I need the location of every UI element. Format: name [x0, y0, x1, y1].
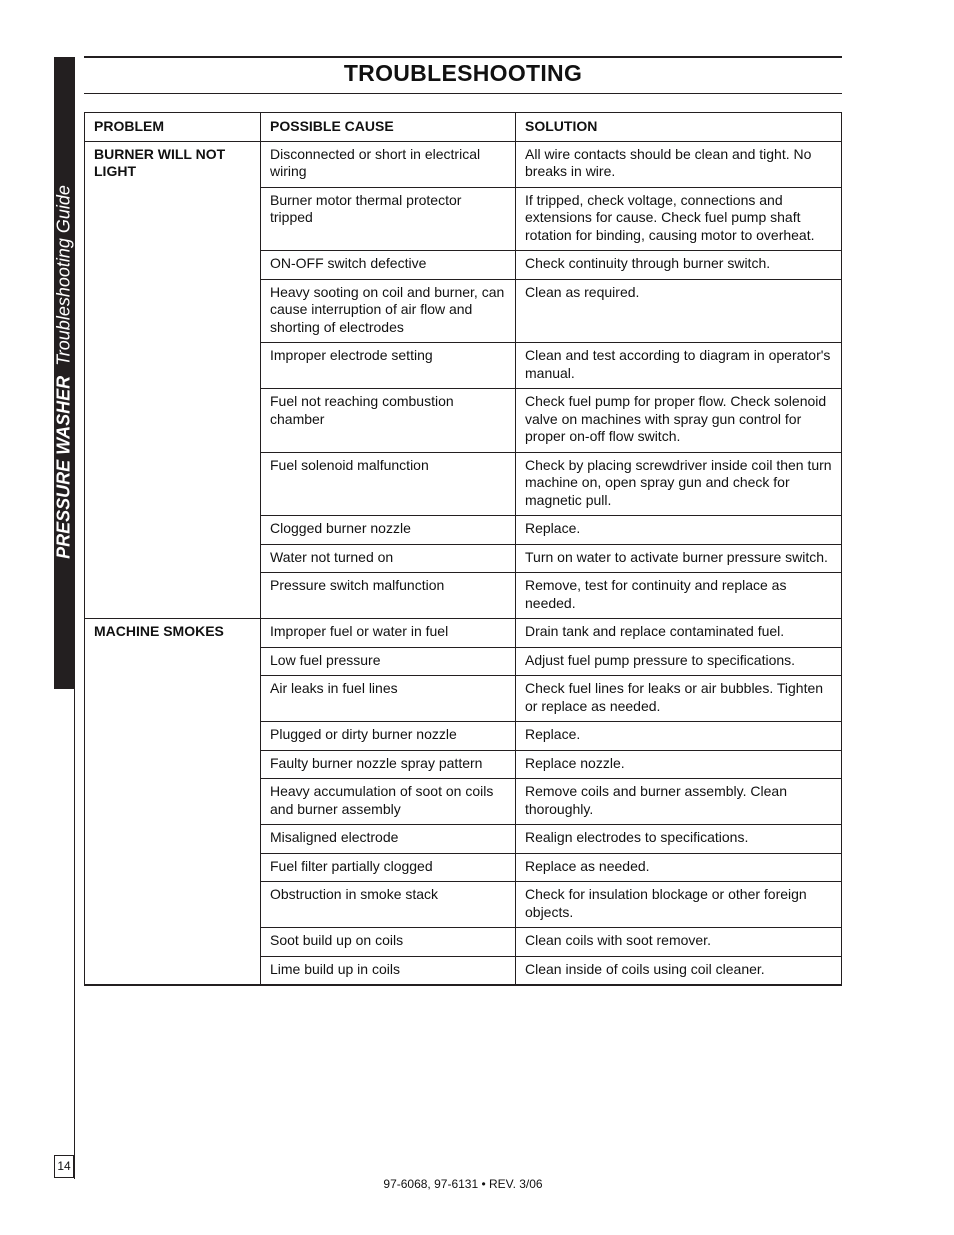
cause-cell: Water not turned on — [261, 544, 516, 573]
table-body — [85, 141, 842, 985]
problem-cell: MACHINE SMOKES — [85, 619, 261, 986]
solution-cell: Check fuel lines for leaks or air bubbles. Tighten or replace as needed. — [516, 676, 842, 722]
solution-cell: Check continuity through burner switch. — [516, 251, 842, 280]
cause-cell: Improper electrode setting — [261, 343, 516, 389]
footer-doc-number: 97-6068, 97-6131 • REV. 3/06 — [383, 1177, 543, 1191]
cause-cell: Plugged or dirty burner nozzle — [261, 722, 516, 751]
solution-cell: Remove, test for continuity and replace as needed. — [516, 573, 842, 619]
solution-cell: Clean inside of coils using coil cleaner. — [516, 956, 842, 985]
cause-cell: Misaligned electrode — [261, 825, 516, 854]
solution-cell: Replace as needed. — [516, 853, 842, 882]
solution-cell: If tripped, check voltage, connections and extensions for cause. Check fuel pump shaft rotation for binding, causing motor to overheat. — [516, 187, 842, 251]
cause-cell: Burner motor thermal protector tripped — [261, 187, 516, 251]
cause-cell: Heavy accumulation of soot on coils and burner assembly — [261, 779, 516, 825]
solution-cell: Turn on water to activate burner pressure switch. — [516, 544, 842, 573]
header-solution: SOLUTION — [516, 113, 842, 142]
sidebar-title — [54, 185, 75, 559]
header-possible-cause: POSSIBLE CAUSE — [261, 113, 516, 142]
solution-cell: Clean as required. — [516, 279, 842, 343]
problem-cell: BURNER WILL NOT LIGHT — [85, 141, 261, 619]
solution-cell: Drain tank and replace contaminated fuel. — [516, 619, 842, 648]
title-rule-top — [84, 56, 842, 58]
solution-cell: Remove coils and burner assembly. Clean thoroughly. — [516, 779, 842, 825]
cause-cell: Low fuel pressure — [261, 647, 516, 676]
page-number: 14 — [54, 1155, 74, 1178]
solution-cell: Clean and test according to diagram in operator's manual. — [516, 343, 842, 389]
cause-cell: Pressure switch malfunction — [261, 573, 516, 619]
solution-cell: Check fuel pump for proper flow. Check solenoid valve on machines with spray gun control for proper on-off flow switch. — [516, 389, 842, 453]
title-rule-bottom — [84, 93, 842, 94]
solution-cell: Clean coils with soot remover. — [516, 928, 842, 957]
sidebar-title-italic: Troubleshooting Guide — [53, 185, 74, 366]
solution-cell: All wire contacts should be clean and tight. No breaks in wire. — [516, 141, 842, 187]
cause-cell: Fuel solenoid malfunction — [261, 452, 516, 516]
solution-cell: Check by placing screwdriver inside coil then turn machine on, open spray gun and check for magnetic pull. — [516, 452, 842, 516]
cause-cell: Air leaks in fuel lines — [261, 676, 516, 722]
table-row — [85, 141, 842, 187]
cause-cell: Improper fuel or water in fuel — [261, 619, 516, 648]
cause-cell: Disconnected or short in electrical wiring — [261, 141, 516, 187]
cause-cell: Fuel not reaching combustion chamber — [261, 389, 516, 453]
troubleshooting-table — [84, 112, 842, 986]
cause-cell: Clogged burner nozzle — [261, 516, 516, 545]
page-title: TROUBLESHOOTING — [343, 60, 583, 86]
table-row — [85, 619, 842, 648]
solution-cell: Replace. — [516, 516, 842, 545]
solution-cell: Check for insulation blockage or other foreign objects. — [516, 882, 842, 928]
table-header-row — [85, 113, 842, 142]
solution-cell: Replace. — [516, 722, 842, 751]
solution-cell: Realign electrodes to specifications. — [516, 825, 842, 854]
sidebar-rule — [74, 689, 75, 1179]
cause-cell: ON-OFF switch defective — [261, 251, 516, 280]
cause-cell: Fuel filter partially clogged — [261, 853, 516, 882]
cause-cell: Soot build up on coils — [261, 928, 516, 957]
cause-cell: Heavy sooting on coil and burner, can cause interruption of air flow and shorting of electrodes — [261, 279, 516, 343]
header-problem: PROBLEM — [85, 113, 261, 142]
solution-cell: Replace nozzle. — [516, 750, 842, 779]
cause-cell: Lime build up in coils — [261, 956, 516, 985]
cause-cell: Obstruction in smoke stack — [261, 882, 516, 928]
solution-cell: Adjust fuel pump pressure to specifications. — [516, 647, 842, 676]
cause-cell: Faulty burner nozzle spray pattern — [261, 750, 516, 779]
sidebar-title-bold: PRESSURE WASHER — [53, 375, 74, 559]
